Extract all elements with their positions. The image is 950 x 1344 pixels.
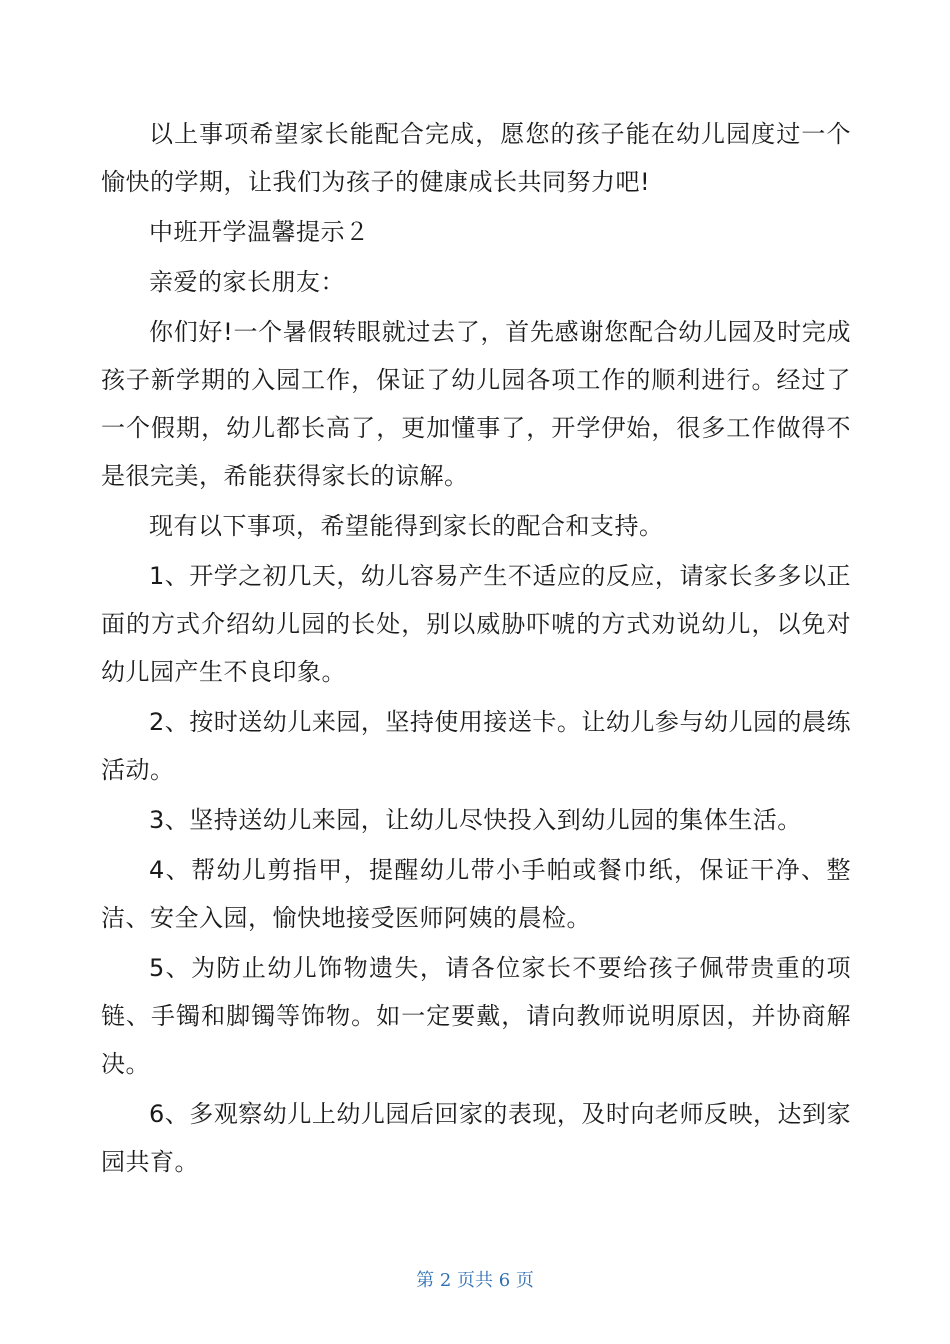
page-number-footer: 第 2 页共 6 页 — [416, 1270, 534, 1291]
list-item-1: 1、开学之初几天，幼儿容易产生不适应的反应，请家长多多以正面的方式介绍幼儿园的长处，别以威胁吓唬的方式劝说幼儿，以免对幼儿园产生不良印象。 — [101, 562, 851, 686]
list-item-4: 4、帮幼儿剪指甲，提醒幼儿带小手帕或餐巾纸，保证干净、整洁、安全入园，愉快地接受医师阿姨的晨检。 — [101, 856, 851, 932]
paragraph-closing-wish: 以上事项希望家长能配合完成，愿您的孩子能在幼儿园度过一个愉快的学期，让我们为孩子的健康成长共同努力吧! — [101, 120, 851, 196]
list-item-3: 3、坚持送幼儿来园，让幼儿尽快投入到幼儿园的集体生活。 — [149, 806, 802, 834]
document-body — [101, 110, 851, 1188]
paragraph-intro: 现有以下事项，希望能得到家长的配合和支持。 — [149, 512, 664, 540]
paragraph-greeting: 你们好!一个暑假转眼就过去了，首先感谢您配合幼儿园及时完成孩子新学期的入园工作，保证了幼儿园各项工作的顺利进行。经过了一个假期，幼儿都长高了，更加懂事了，开学伊始，很多工作做得不是很完美，希能获得家长的谅解。 — [101, 318, 851, 490]
section-title: 中班开学温馨提示２ — [149, 218, 370, 246]
salutation: 亲爱的家长朋友： — [149, 268, 345, 296]
list-item-2: 2、按时送幼儿来园，坚持使用接送卡。让幼儿参与幼儿园的晨练活动。 — [101, 708, 851, 784]
list-item-5: 5、为防止幼儿饰物遗失，请各位家长不要给孩子佩带贵重的项链、手镯和脚镯等饰物。如一定要戴，请向教师说明原因，并协商解决。 — [101, 954, 851, 1078]
list-item-6: 6、多观察幼儿上幼儿园后回家的表现，及时向老师反映，达到家园共育。 — [101, 1100, 851, 1176]
